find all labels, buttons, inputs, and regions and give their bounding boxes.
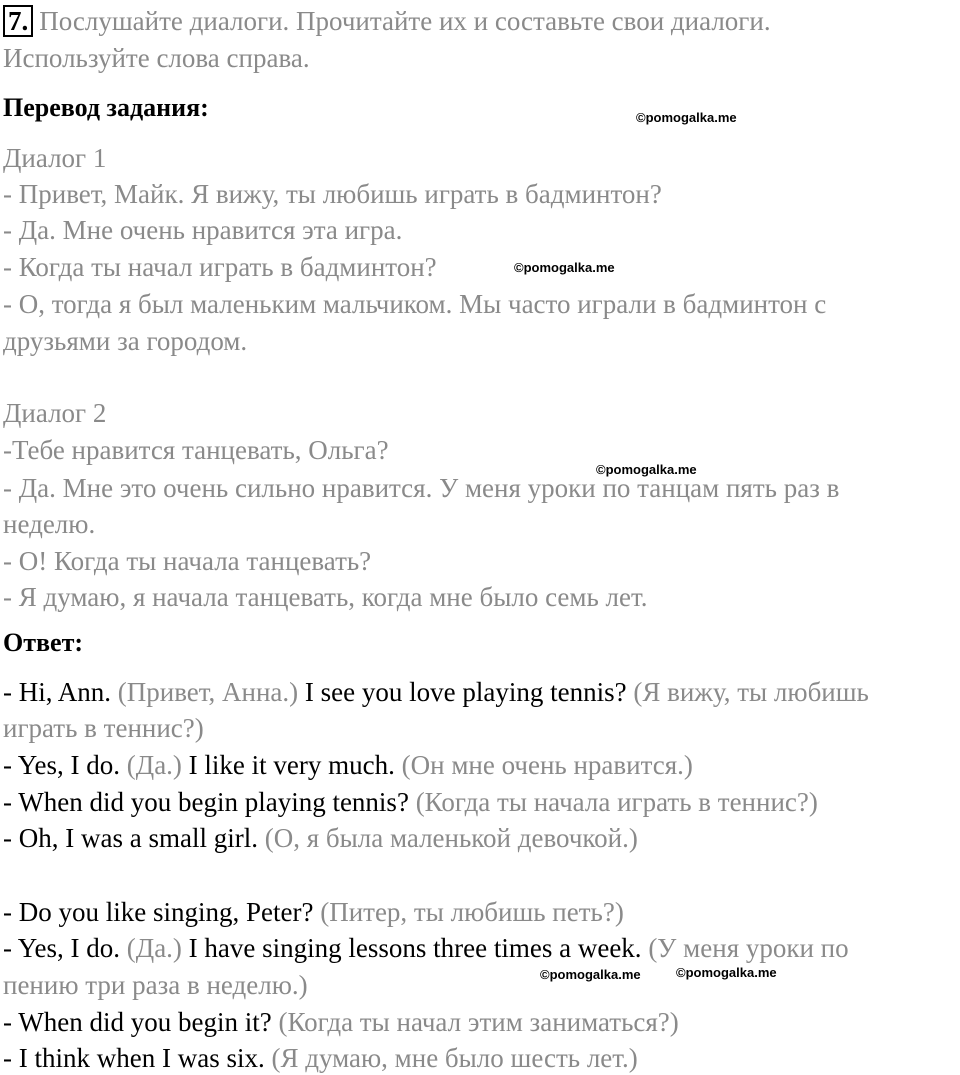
dialog1-title: Диалог 1 xyxy=(3,143,107,173)
english-text: - Hi, Ann. xyxy=(3,677,111,707)
answer-heading: Ответ: xyxy=(3,628,84,657)
watermark: ©pomogalka.me xyxy=(540,967,641,982)
english-text: - Oh, I was a small girl. xyxy=(3,823,258,853)
watermark: ©pomogalka.me xyxy=(636,110,737,125)
russian-translation: (Когда ты начала играть в теннис?) xyxy=(408,787,818,817)
answer2-line-3: пению три раза в неделю.) xyxy=(3,970,308,1000)
dialog2-line: неделю. xyxy=(3,509,96,539)
answer1-line-2: играть в теннис?) xyxy=(3,713,204,743)
task-line-1 xyxy=(3,4,771,38)
watermark: ©pomogalka.me xyxy=(514,260,615,275)
russian-translation: (У меня уроки по xyxy=(641,933,849,963)
russian-translation: (Он мне очень нравится.) xyxy=(394,750,693,780)
russian-translation: (Я думаю, мне было шесть лет.) xyxy=(264,1043,638,1073)
answer2-line-2 xyxy=(3,931,849,965)
english-text: - I think when I was six. xyxy=(3,1043,265,1073)
russian-translation: (Я вижу, ты любишь xyxy=(626,677,869,707)
english-text: I like it very much. xyxy=(188,750,395,780)
dialog1-line: - О, тогда я был маленьким мальчиком. Мы часто играли в бадминтон с xyxy=(3,289,827,319)
russian-translation: (Да.) xyxy=(120,933,189,963)
russian-translation: (О, я была маленькой девочкой.) xyxy=(257,823,638,853)
answer1-line-5 xyxy=(3,821,638,855)
task-instruction-2: Используйте слова справа. xyxy=(3,43,310,73)
task-instruction-1: Послушайте диалоги. Прочитайте их и составьте свои диалоги. xyxy=(39,6,771,36)
english-text: - Yes, I do. xyxy=(3,933,121,963)
task-number: 7. xyxy=(3,5,33,37)
russian-translation: (Да.) xyxy=(120,750,189,780)
dialog2-line: - Я думаю, я начала танцевать, когда мне было семь лет. xyxy=(3,582,648,612)
answer2-line-4 xyxy=(3,1005,679,1039)
answer2-line-1 xyxy=(3,895,624,929)
answer1-line-4 xyxy=(3,785,818,819)
dialog2-line: - Да. Мне это очень сильно нравится. У меня уроки по танцам пять раз в xyxy=(3,473,840,503)
english-text: I have singing lessons three times a week. xyxy=(188,933,642,963)
translation-heading: Перевод задания: xyxy=(3,93,209,122)
answer1-line-3 xyxy=(3,748,693,782)
dialog1-line: - Когда ты начал играть в бадминтон? xyxy=(3,252,437,282)
dialog1-line: - Привет, Майк. Я вижу, ты любишь играть в бадминтон? xyxy=(3,179,662,209)
english-text: - When did you begin playing tennis? xyxy=(3,787,409,817)
english-text: - When did you begin it? xyxy=(3,1007,272,1037)
answer2-line-5 xyxy=(3,1041,638,1075)
english-text: - Yes, I do. xyxy=(3,750,121,780)
dialog2-line: -Тебе нравится танцевать, Ольга? xyxy=(3,435,389,465)
watermark: ©pomogalka.me xyxy=(676,965,777,980)
dialog1-line: - Да. Мне очень нравится эта игра. xyxy=(3,215,403,245)
russian-translation: (Питер, ты любишь петь?) xyxy=(313,897,624,927)
watermark: ©pomogalka.me xyxy=(596,462,697,477)
dialog2-title: Диалог 2 xyxy=(3,398,107,428)
english-text: - Do you like singing, Peter? xyxy=(3,897,314,927)
dialog2-line: - О! Когда ты начала танцевать? xyxy=(3,546,372,576)
russian-translation: (Когда ты начал этим заниматься?) xyxy=(271,1007,679,1037)
dialog1-line: друзьями за городом. xyxy=(3,326,248,356)
russian-translation: (Привет, Анна.) xyxy=(111,677,305,707)
english-text: I see you love playing tennis? xyxy=(304,677,627,707)
answer1-line-1 xyxy=(3,675,869,709)
